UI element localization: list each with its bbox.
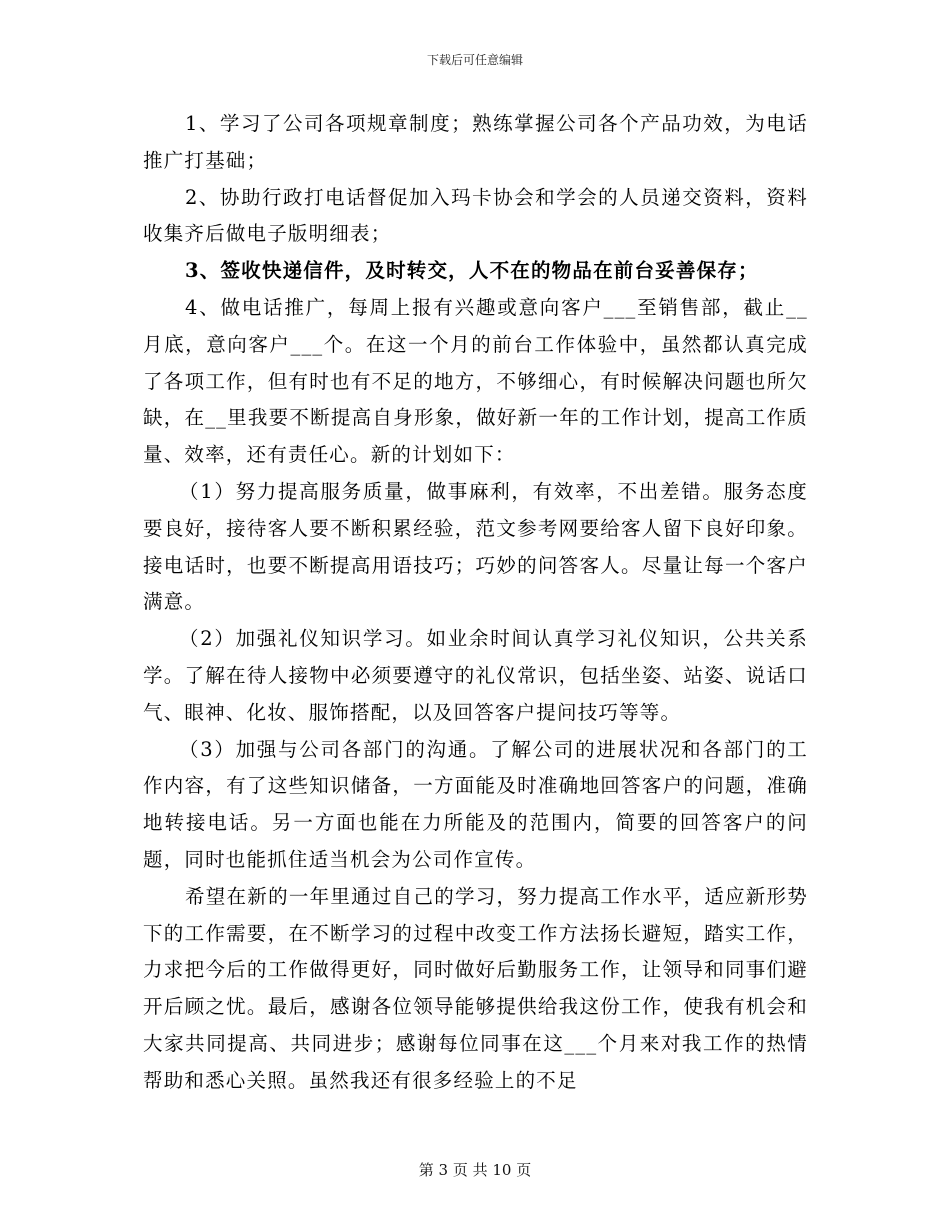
list-item-1: 1、学习了公司各项规章制度；熟练掌握公司各个产品功效，为电话推广打基础； [143,112,808,172]
page-number: 第 3 页 共 10 页 [418,1161,532,1179]
list-item-3: 3、签收快递信件，及时转交，人不在的物品在前台妥善保存； [185,259,759,283]
plan-item-1: （1）努力提高服务质量，做事麻利，有效率，不出差错。服务态度要良好，接待客人要不断积累经验，范文参考网要给客人留下良好印象。接电话时，也要不断提高用语技巧；巧妙的问答客人。尽量让每一个客户满意。 [143,479,808,614]
plan-item-3: （3）加强与公司各部门的沟通。了解公司的进展状况和各部门的工作内容，有了这些知识储备，一方面能及时准确地回答客户的问题，准确地转接电话。另一方面也能在力所能及的范围内，简要的回答客户的问题，同时也能抓住适当机会为公司作宣传。 [143,737,808,871]
document-body [143,106,808,1100]
page-header: 下载后可任意编辑 [426,53,523,67]
list-item-4: 4、做电话推广，每周上报有兴趣或意向客户___至销售部，截止__月底，意向客户___个。在这一个月的前台工作体验中，虽然都认真完成了各项工作，但有时也有不足的地方，不够细心，有时候解决问题也所欠缺，在__里我要不断提高自身形象，做好新一年的工作计划，提高工作质量、效率，还有责任心。新的计划如下： [143,295,808,467]
closing-paragraph: 希望在新的一年里通过自己的学习，努力提高工作水平，适应新形势下的工作需要，在不断学习的过程中改变工作方法扬长避短，踏实工作，力求把今后的工作做得更好，同时做好后勤服务工作，让领导和同事们避开后顾之忧。最后，感谢各位领导能够提供给我这份工作，使我有机会和大家共同提高、共同进步；感谢每位同事在这___个月来对我工作的热情帮助和悉心关照。虽然我还有很多经验上的不足 [143,884,808,1092]
plan-item-2: （2）加强礼仪知识学习。如业余时间认真学习礼仪知识，公共关系学。了解在待人接物中必须要遵守的礼仪常识，包括坐姿、站姿、说话口气、眼神、化妆、服饰搭配，以及回答客户提问技巧等等。 [143,627,808,724]
list-item-2: 2、协助行政打电话督促加入玛卡协会和学会的人员递交资料，资料收集齐后做电子版明细表； [143,185,808,246]
